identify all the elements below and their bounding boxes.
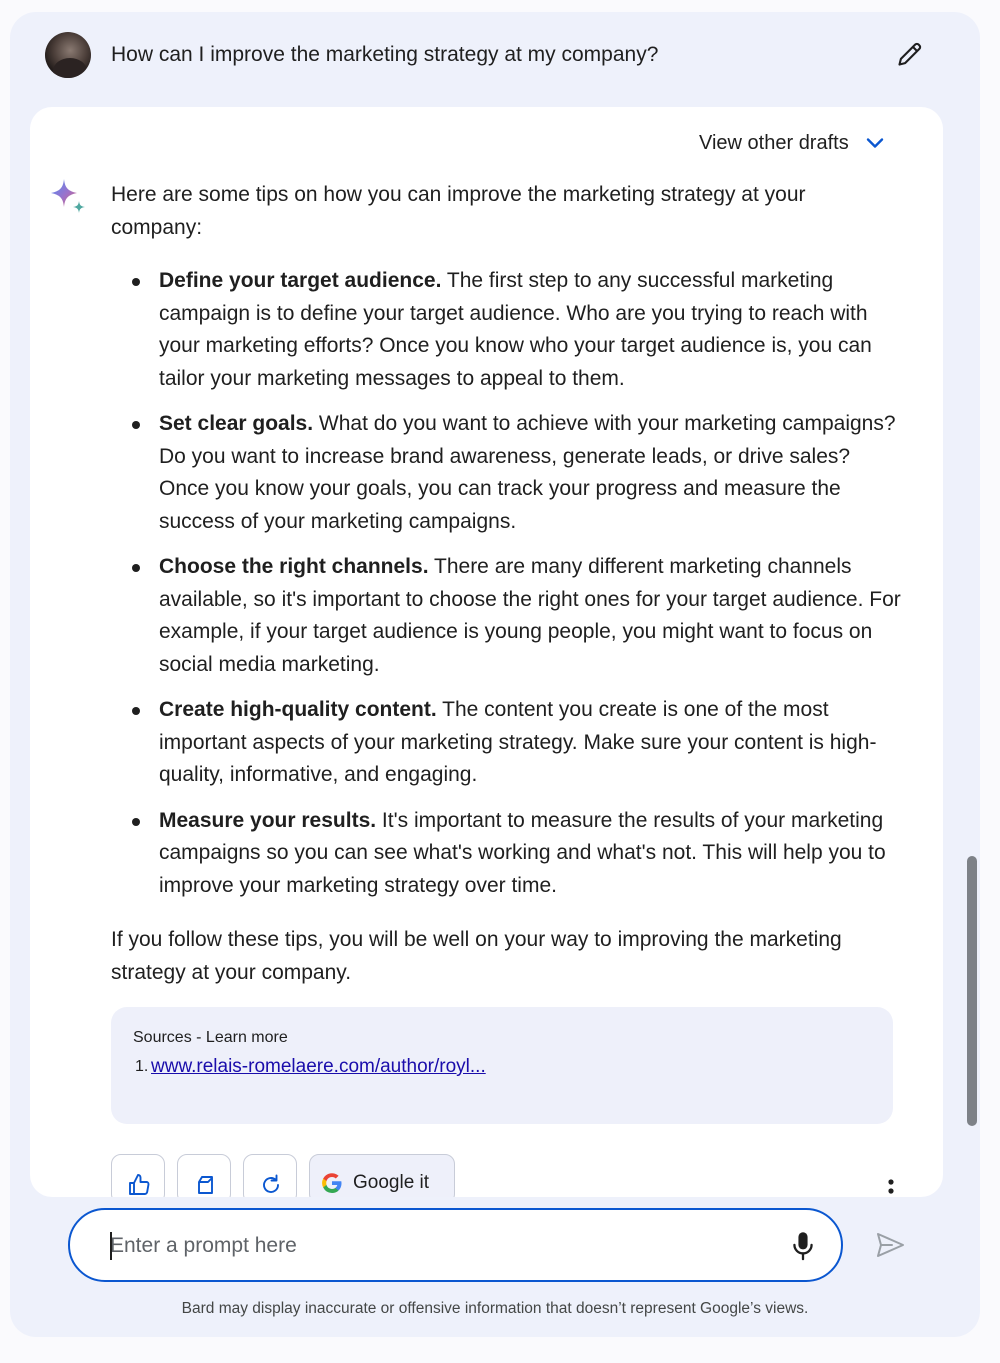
google-it-label: Google it bbox=[353, 1172, 430, 1193]
sources-panel bbox=[111, 1007, 893, 1124]
source-number: 1. bbox=[135, 1058, 149, 1075]
regenerate-button[interactable] bbox=[243, 1154, 297, 1197]
response-outro: If you follow these tips, you will be well on your way to improving the marketing strategy at your company. bbox=[111, 928, 842, 984]
prompt-input[interactable] bbox=[110, 1229, 770, 1263]
share-icon bbox=[193, 1173, 217, 1197]
user-avatar bbox=[45, 32, 91, 78]
send-icon[interactable] bbox=[875, 1231, 905, 1259]
tip-item bbox=[159, 805, 901, 903]
tip-item bbox=[159, 694, 901, 792]
chat-window bbox=[10, 12, 980, 1337]
tip-item bbox=[159, 408, 901, 538]
prompt-bar bbox=[68, 1208, 843, 1282]
view-other-drafts-label: View other drafts bbox=[699, 131, 849, 154]
thumbs-up-icon bbox=[127, 1173, 151, 1197]
tip-title: Measure your results. bbox=[159, 808, 377, 832]
source-link[interactable]: www.relais-romelaere.com/author/royl... bbox=[151, 1056, 486, 1077]
response-intro: Here are some tips on how you can improve the marketing strategy at your company: bbox=[111, 183, 806, 239]
response-card bbox=[30, 107, 943, 1197]
share-button[interactable] bbox=[177, 1154, 231, 1197]
user-query-text: How can I improve the marketing strategy at my company? bbox=[111, 43, 659, 66]
tip-title: Create high-quality content. bbox=[159, 698, 437, 721]
mic-icon[interactable] bbox=[789, 1230, 817, 1262]
response-body bbox=[111, 179, 901, 989]
google-it-button[interactable] bbox=[309, 1154, 455, 1197]
disclaimer-text: Bard may display inaccurate or offensive information that doesn’t represent Google’s views. bbox=[181, 1300, 809, 1317]
tip-item bbox=[159, 551, 901, 681]
user-query-row bbox=[10, 12, 980, 107]
sources-title[interactable]: Sources - Learn more bbox=[133, 1029, 288, 1046]
thumbs-up-button[interactable] bbox=[111, 1154, 165, 1197]
text-caret bbox=[110, 1232, 112, 1260]
google-icon bbox=[320, 1171, 344, 1195]
tip-text: The first step to any successful marketing campaign is to define your target audience. Who are you trying to reach with your marketing efforts? Once you know who your target audience is, you can tailor your marketing messages to appeal to them. bbox=[159, 269, 872, 390]
pencil-icon[interactable] bbox=[896, 40, 924, 68]
tip-title: Choose the right channels. bbox=[159, 555, 429, 578]
view-other-drafts-button[interactable] bbox=[699, 128, 887, 158]
sparkle-icon bbox=[48, 177, 88, 217]
more-vert-icon[interactable] bbox=[885, 1177, 897, 1197]
tip-item bbox=[159, 265, 901, 395]
tip-title: Set clear goals. bbox=[159, 412, 314, 435]
tip-text: What do you want to achieve with your marketing campaigns? Do you want to increase brand awareness, generate leads, or drive sales? Once you know your goals, you can track your progress and measure the success of your marketing campaigns. bbox=[159, 412, 896, 533]
scrollbar-thumb[interactable] bbox=[967, 856, 977, 1126]
tips-list bbox=[111, 265, 901, 902]
tip-text: There are many different marketing channels available, so it's important to choose the right ones for your target audience. For example, if your target audience is young people, you might want to focus on social media marketing. bbox=[159, 555, 901, 676]
tip-text: The content you create is one of the most important aspects of your marketing strategy. Make sure your content is high-quality, informative, and engaging. bbox=[159, 698, 877, 786]
tip-text: It's important to measure the results of your marketing campaigns so you can see what's working and what's not. This will help you to improve your marketing strategy over time. bbox=[159, 808, 886, 897]
tip-title: Define your target audience. bbox=[159, 269, 442, 292]
chevron-down-icon bbox=[863, 131, 887, 155]
refresh-icon bbox=[259, 1173, 283, 1197]
